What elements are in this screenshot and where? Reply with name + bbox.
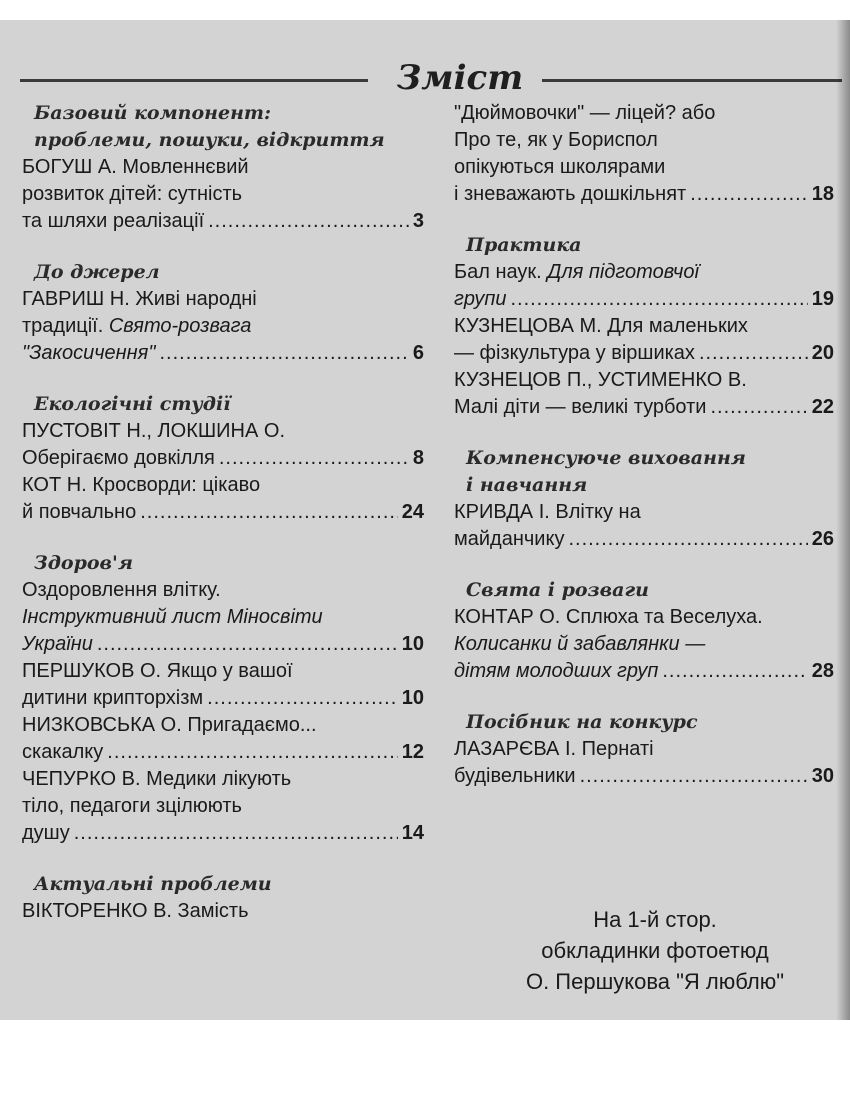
toc-entry [22, 577, 424, 658]
entry-leader-line [22, 208, 424, 235]
entry-leader-line [22, 445, 424, 472]
page-number: 26 [811, 528, 834, 550]
toc-section [454, 100, 834, 208]
page-number: 14 [401, 822, 424, 844]
page-title: Зміст [396, 58, 524, 98]
title-rule-left [20, 79, 368, 82]
entry-leader-line [454, 286, 834, 313]
section-heading: До джерел [34, 261, 160, 283]
toc-section [454, 445, 834, 553]
dot-leader [662, 658, 807, 685]
toc-entry [454, 259, 834, 313]
right-column [454, 100, 834, 814]
entry-text-line: КРИВДА І. Влітку на [454, 501, 641, 523]
entry-text-line: опікуються школярами [454, 156, 666, 178]
entry-text: майданчику [454, 528, 565, 550]
toc-section [22, 259, 424, 367]
toc-entry [454, 367, 834, 421]
section-heading: Актуальні проблеми [34, 873, 272, 895]
page-number: 24 [401, 501, 424, 523]
entry-text: дитини крипторхізм [22, 687, 204, 709]
dot-leader [207, 685, 398, 712]
toc-section [454, 232, 834, 421]
entry-text-line [454, 259, 834, 286]
section-heading: Екологічні студії [34, 393, 231, 415]
entry-subtitle: Для підготовчої [547, 261, 699, 283]
entry-text: будівельники [454, 765, 576, 787]
entry-text: й повчально [22, 501, 137, 523]
page-number: 22 [811, 396, 834, 418]
entry-text-line: ПУСТОВІТ Н., ЛОКШИНА О. [22, 420, 286, 442]
toc-section [22, 100, 424, 235]
entry-text: Бал наук. [454, 261, 548, 283]
page-number: 12 [401, 741, 424, 763]
dot-leader [690, 181, 808, 208]
entry-subtitle-line: Інструктивний лист Міносвіти [22, 606, 323, 628]
page-number: 20 [811, 342, 834, 364]
entry-text-line: Оздоровлення влітку. [22, 579, 221, 601]
section-heading: Практика [466, 234, 582, 256]
toc-section [22, 871, 424, 925]
entry-leader-line [22, 820, 424, 847]
section-heading: і навчання [466, 474, 588, 496]
dot-leader [710, 394, 807, 421]
entry-text-line: "Дюймовочки" — ліцей? або [454, 102, 716, 124]
entry-text: душу [22, 822, 70, 844]
entry-leader-line [22, 340, 424, 367]
entry-text-line [22, 313, 424, 340]
entry-text: традиції. [22, 315, 109, 337]
entry-text: скакалку [22, 741, 104, 763]
toc-entry [454, 604, 834, 685]
dot-leader [568, 526, 807, 553]
dot-leader [159, 340, 408, 367]
entry-text-line: КОТ Н. Кросворди: цікаво [22, 474, 261, 496]
entry-text: — фізкультура у віршиках [454, 342, 695, 364]
entry-leader-line [22, 739, 424, 766]
entry-text: "Закосичення" [22, 342, 156, 364]
entry-leader-line [22, 499, 424, 526]
cover-note [470, 904, 840, 997]
title-row [20, 58, 830, 98]
dot-leader [97, 631, 398, 658]
title-rule-right [542, 79, 842, 82]
entry-text: України [22, 633, 93, 655]
toc-entry [454, 499, 834, 553]
page-number: 19 [811, 288, 834, 310]
entry-leader-line [454, 526, 834, 553]
entry-text-line: БОГУШ А. Мовленнєвий [22, 156, 249, 178]
page-number: 8 [412, 447, 424, 469]
section-heading: Посібник на конкурс [466, 711, 698, 733]
cover-note-line: На 1-й стор. [593, 907, 717, 932]
page-number: 18 [811, 183, 834, 205]
entry-leader-line [454, 658, 834, 685]
dot-leader [107, 739, 397, 766]
entry-leader-line [22, 631, 424, 658]
cover-note-line: О. Першукова "Я люблю" [525, 969, 785, 994]
entry-text-line: ВІКТОРЕНКО В. Замість [22, 900, 249, 922]
entry-leader-line [454, 181, 834, 208]
page-number: 3 [412, 210, 424, 232]
toc-entry [454, 736, 834, 790]
toc-section [454, 709, 834, 790]
toc-entry [22, 712, 424, 766]
page-number: 6 [412, 342, 424, 364]
toc-entry [454, 100, 834, 208]
dot-leader [140, 499, 398, 526]
page-number: 10 [401, 687, 424, 709]
entry-text-line: ЛАЗАРЄВА І. Пернаті [454, 738, 654, 760]
dot-leader [699, 340, 808, 367]
entry-text-line: КУЗНЕЦОВ П., УСТИМЕНКО В. [454, 369, 747, 391]
entry-text-line: ГАВРИШ Н. Живі народні [22, 288, 257, 310]
section-heading: Базовий компонент: [34, 102, 272, 124]
entry-text: Малі діти — великі турботи [454, 396, 707, 418]
toc-section [22, 391, 424, 526]
entry-text: і зневажають дошкільнят [454, 183, 687, 205]
entry-text: групи [454, 288, 507, 310]
entry-text-line: Про те, як у Бориспол [454, 129, 658, 151]
page-number: 10 [401, 633, 424, 655]
entry-text-line: ПЕРШУКОВ О. Якщо у вашої [22, 660, 293, 682]
section-heading: Здоров'я [34, 552, 133, 574]
toc-page [0, 20, 850, 1020]
toc-entry [22, 898, 424, 925]
toc-entry [22, 154, 424, 235]
entry-text-line: ЧЕПУРКО В. Медики лікують [22, 768, 292, 790]
entry-subtitle-line: Колисанки й забавлянки — [454, 633, 706, 655]
cover-note-line: обкладинки фотоетюд [541, 938, 769, 963]
page-number: 28 [811, 660, 834, 682]
entry-text: та шляхи реалізації [22, 210, 205, 232]
dot-leader [74, 820, 398, 847]
entry-leader-line [454, 394, 834, 421]
toc-entry [22, 286, 424, 367]
dot-leader [219, 445, 409, 472]
toc-entry [454, 313, 834, 367]
dot-leader [510, 286, 807, 313]
section-heading: Компенсуюче виховання [466, 447, 746, 469]
entry-text-line: КУЗНЕЦОВА М. Для маленьких [454, 315, 748, 337]
toc-entry [22, 658, 424, 712]
dot-leader [580, 763, 808, 790]
section-heading: Свята і розваги [466, 579, 649, 601]
dot-leader [208, 208, 409, 235]
toc-entry [22, 472, 424, 526]
toc-entry [22, 418, 424, 472]
toc-entry [22, 766, 424, 847]
section-heading: проблеми, пошуки, відкриття [34, 129, 385, 151]
entry-text: Оберігаємо довкілля [22, 447, 215, 469]
entry-text-line: НИЗКОВСЬКА О. Пригадаємо... [22, 714, 317, 736]
left-column [22, 100, 424, 949]
entry-leader-line [22, 685, 424, 712]
entry-leader-line [454, 340, 834, 367]
entry-text-line: тіло, педагоги зцілюють [22, 795, 242, 817]
entry-subtitle: Свято-розвага [108, 315, 252, 337]
entry-text: дітям молодших груп [454, 660, 659, 682]
entry-leader-line [454, 763, 834, 790]
entry-text-line: КОНТАР О. Сплюха та Веселуха. [454, 606, 763, 628]
entry-text-line: розвиток дітей: сутність [22, 183, 243, 205]
toc-section [454, 577, 834, 685]
page-number: 30 [811, 765, 834, 787]
toc-section [22, 550, 424, 847]
